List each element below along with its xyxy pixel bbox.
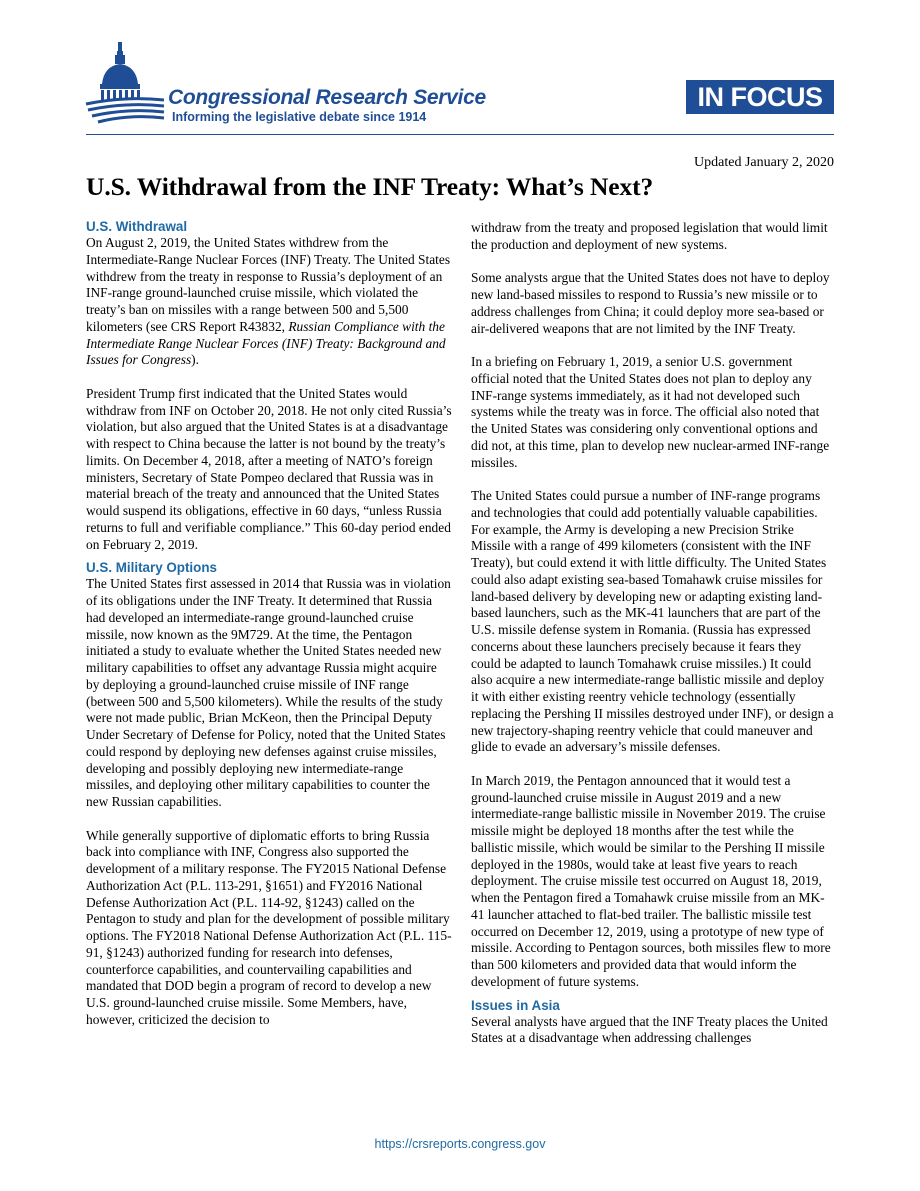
in-focus-badge: IN FOCUS bbox=[686, 80, 834, 114]
paragraph: The United States first assessed in 2014 that Russia was in violation of its obligations under the INF Treaty. It determined that Russia had developed an intermediate-range ground-launched cruise missile, now known as the 9M729. At the time, the Pentagon initiated a study to evaluate whether the United States needed new military capabilities to offset any advantage Russia might acquire by deploying a ground-launched cruise missile of INF range (between 500 and 5,500 kilometers). While the results of the study were not made public, Brian McKeon, then the Principal Deputy Under Secretary of Defense for Policy, noted that the United States could respond by deploying new defenses against cruise missiles, developing and possibly deploying new intermediate-range missiles, and deploying other military capabilities to counter the new Russian capabilities. bbox=[86, 576, 451, 809]
paragraph: President Trump first indicated that the United States would withdraw from INF on October 20, 2018. He not only cited Russia’s violation, but also argued that the United States is at a disadvantage with respect to China because the latter is not bound by the treaty’s limits. On December 4, 2018, after a meeting of NATO’s foreign ministers, Secretary of State Pompeo declared that Russia was in material breach of the treaty and announced that the United States would suspend its obligations, effective in 60 days, “unless Russia returns to full and verifiable compliance.” This 60-day period ended on February 2, 2019. bbox=[86, 385, 452, 552]
paragraph: Several analysts have argued that the INF Treaty places the United States at a disadvantage when addressing challenges bbox=[471, 1013, 828, 1046]
page-title: U.S. Withdrawal from the INF Treaty: What’s Next? bbox=[86, 172, 654, 201]
paragraph: withdraw from the treaty and proposed legislation that would limit the production and deployment of new systems. bbox=[471, 220, 828, 252]
paragraph: While generally supportive of diplomatic efforts to bring Russia back into compliance with INF, Congress also supported the development of a military response. The FY2015 National Defense Authorization Act (P.L. 113-291, §1651) and FY2016 National Defense Authorization Act (P.L. 114-92, §1243) called on the Pentagon to study and plan for the development of possible military options. The FY2018 National Defense Authorization Act (P.L. 115-91, §1243) authorized funding for research into defenses, counterforce capabilities, and countervailing capabilities and mandated that DOD begin a program of record to develop a new U.S. ground-launched cruise missile. Some Members, have, however, criticized the decision to bbox=[86, 827, 452, 1027]
footer-link[interactable]: https://crsreports.congress.gov bbox=[374, 1137, 546, 1151]
paragraph: Some analysts argue that the United States does not have to deploy new land-based missiles to respond to Russia’s new missile or to address challenges from China; it could deploy more sea-based or air-delivered weapons that are not limited by the INF Treaty. bbox=[471, 270, 830, 336]
paragraph: The United States could pursue a number of INF-range programs and technologies that could add potentially valuable capabilities. For example, the Army is developing a new Precision Strike Missile with a range of 499 kilometers (consistent with the INF Treaty), but could extend it with little difficulty. The United States could also adapt existing sea-based Tomahawk cruise missiles for land-based delivery by developing new or adapting existing land-based launchers, such as the MK-41 launchers that are part of the U.S. missile defense system in Romania. (Russia has expressed concerns about these launchers precisely because it fears they could be adapted to launch Tomahawk cruise missiles.) It could also acquire a new intermediate-range ballistic missile and deploy it with either existing reentry vehicle technology (essentially replacing the Pershing II missiles destroyed under INF), or design a new trajectory-shaping reentry vehicle that could maneuver and glide to evade an adversary’s missile defenses. bbox=[471, 488, 834, 755]
section-heading-us-withdrawal: U.S. Withdrawal bbox=[86, 219, 188, 234]
paragraph-text: ). bbox=[191, 352, 199, 368]
header-divider bbox=[86, 134, 834, 135]
right-column bbox=[471, 220, 834, 1120]
section-heading-military-options: U.S. Military Options bbox=[86, 560, 217, 576]
org-tagline: Informing the legislative debate since 1914 bbox=[172, 110, 427, 124]
paragraph: In a briefing on February 1, 2019, a senior U.S. government official noted that the United States does not plan to deploy any INF-range systems immediately, as it had not developed such systems while the treaty was in force. The official also noted that the United States was considering only conventional options and did not, at this time, plan to develop new nuclear-armed INF-range missiles. bbox=[471, 354, 830, 470]
crs-report-title: Russian Compliance with the Intermediate Range Nuclear Forces (INF) Treaty: Background and Issues for Congress bbox=[86, 318, 446, 368]
org-name: Congressional Research Service bbox=[168, 86, 486, 109]
left-column bbox=[86, 218, 452, 1118]
capitol-dome-icon bbox=[84, 40, 166, 128]
section-heading-issues-in-asia: Issues in Asia bbox=[471, 997, 560, 1013]
paragraph: In March 2019, the Pentagon announced that it would test a ground-launched cruise missile in August 2019 and a new intermediate-range ballistic missile in November 2019. The cruise missile might be deployed 18 months after the test while the ballistic missile, which would be similar to the Pershing II missile deployed in the 1980s, would take at least five years to reach deployment. The cruise missile test occurred on August 18, 2019, when the Pentagon fired a Tomahawk cruise missile from an MK-41 launcher attached to flat-bed trailer. The ballistic missile test occurred on December 12, 2019, using a prototype of new type of missile. According to Pentagon sources, both missiles flew to more than 500 kilometers and provided data that would inform the development of future systems. bbox=[471, 772, 831, 989]
report-header bbox=[0, 0, 920, 140]
paragraph bbox=[86, 235, 452, 369]
paragraph-text: On August 2, 2019, the United States withdrew from the Intermediate-Range Nuclear Forces (INF) Treaty. The United States withdrew from the treaty in response to Russia’s deployment of an INF-range ground-launched cruise missile, which violated the treaty’s ban on missiles with a range between 500 and 5,500 kilometers (see CRS Report R43832, bbox=[86, 235, 451, 334]
updated-date: Updated January 2, 2020 bbox=[694, 155, 834, 170]
